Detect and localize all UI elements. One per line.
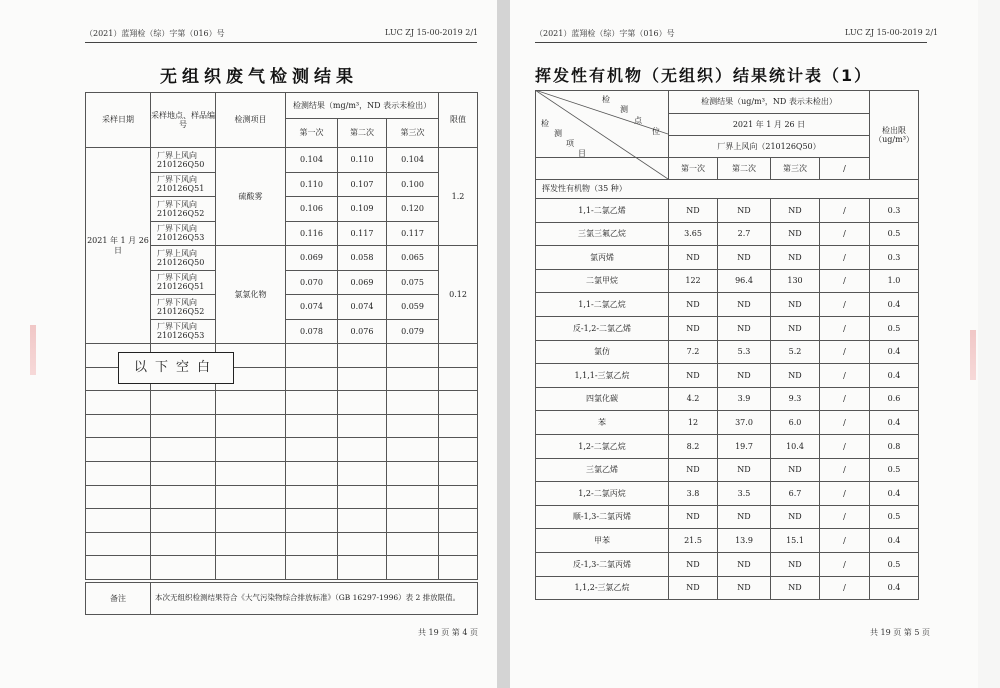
empty-cell bbox=[216, 532, 286, 556]
diag-label: 检 bbox=[541, 119, 549, 128]
detection-limit: 0.3 bbox=[870, 199, 919, 223]
detection-limit: 0.6 bbox=[870, 387, 919, 411]
value-third: 6.0 bbox=[771, 411, 820, 435]
value-first: 3.65 bbox=[669, 222, 718, 246]
note-table bbox=[85, 582, 478, 615]
empty-row bbox=[86, 461, 478, 485]
value-first: ND bbox=[669, 316, 718, 340]
value-second: 13.9 bbox=[718, 529, 771, 553]
report-number: （2021）蓝翔检（综）字第（016）号 bbox=[535, 29, 675, 38]
value-first: 0.104 bbox=[286, 148, 338, 173]
col-first-header: 第一次 bbox=[669, 158, 718, 180]
empty-cell bbox=[338, 485, 387, 509]
value-third: ND bbox=[771, 222, 820, 246]
value-third: ND bbox=[771, 293, 820, 317]
empty-cell bbox=[286, 344, 338, 368]
empty-cell bbox=[286, 438, 338, 462]
empty-cell bbox=[86, 414, 151, 438]
empty-cell bbox=[286, 367, 338, 391]
compound-name: 甲苯 bbox=[536, 529, 669, 553]
value-fourth: / bbox=[820, 293, 870, 317]
detection-limit: 0.5 bbox=[870, 222, 919, 246]
value-first: ND bbox=[669, 576, 718, 600]
result-header: 检测结果（ug/m³，ND 表示未检出） bbox=[669, 91, 870, 114]
compound-name: 1,2-二氯丙烷 bbox=[536, 482, 669, 506]
table-row bbox=[536, 199, 919, 223]
empty-row bbox=[86, 485, 478, 509]
value-third: ND bbox=[771, 505, 820, 529]
compound-name: 1,1,1-三氯乙烷 bbox=[536, 364, 669, 388]
value-second: 19.7 bbox=[718, 434, 771, 458]
value-fourth: / bbox=[820, 505, 870, 529]
compound-name: 反-1,3-二氯丙烯 bbox=[536, 552, 669, 576]
value-third: ND bbox=[771, 552, 820, 576]
compound-name: 1,2-二氯乙烷 bbox=[536, 434, 669, 458]
empty-cell bbox=[151, 461, 216, 485]
detection-limit: 0.5 bbox=[870, 505, 919, 529]
diag-label: 点 bbox=[634, 116, 642, 125]
value-second: 37.0 bbox=[718, 411, 771, 435]
compound-name: 二氯甲烷 bbox=[536, 269, 669, 293]
value-first: ND bbox=[669, 364, 718, 388]
value-second: ND bbox=[718, 552, 771, 576]
value-second: 2.7 bbox=[718, 222, 771, 246]
detection-limit: 1.0 bbox=[870, 269, 919, 293]
detection-limit: 0.4 bbox=[870, 482, 919, 506]
empty-cell bbox=[86, 438, 151, 462]
header-rule bbox=[85, 42, 477, 43]
value-first: 21.5 bbox=[669, 529, 718, 553]
empty-cell bbox=[151, 485, 216, 509]
note-text: 本次无组织检测结果符合《大气污染物综合排放标准》（GB 16297-1996）表 2 排放限值。 bbox=[151, 583, 478, 615]
empty-cell bbox=[387, 391, 439, 415]
empty-cell bbox=[286, 556, 338, 580]
table-row bbox=[536, 387, 919, 411]
empty-cell bbox=[286, 391, 338, 415]
value-second: 0.076 bbox=[338, 319, 387, 344]
value-third: 6.7 bbox=[771, 482, 820, 506]
col-third-header: 第三次 bbox=[771, 158, 820, 180]
value-first: 7.2 bbox=[669, 340, 718, 364]
value-fourth: / bbox=[820, 222, 870, 246]
value-fourth: / bbox=[820, 387, 870, 411]
table-row bbox=[536, 482, 919, 506]
sample-site: 厂界下风向 210126Q52 bbox=[151, 295, 216, 320]
col-limit-header: 限值 bbox=[439, 93, 478, 148]
table-row bbox=[536, 505, 919, 529]
table-row bbox=[536, 340, 919, 364]
detection-limit: 0.4 bbox=[870, 529, 919, 553]
compound-name: 氯仿 bbox=[536, 340, 669, 364]
sample-site: 厂界上风向 210126Q50 bbox=[151, 246, 216, 271]
sample-site: 厂界下风向 210126Q53 bbox=[151, 319, 216, 344]
value-first: ND bbox=[669, 505, 718, 529]
detection-limit: 0.4 bbox=[870, 293, 919, 317]
page-title: 挥发性有机物（无组织）结果统计表（1） bbox=[535, 66, 873, 85]
table-row bbox=[536, 222, 919, 246]
empty-cell bbox=[387, 532, 439, 556]
compound-name: 1,1-二氯乙烯 bbox=[536, 199, 669, 223]
compound-name: 四氯化碳 bbox=[536, 387, 669, 411]
report-number: （2021）蓝翔检（综）字第（016）号 bbox=[85, 29, 225, 38]
col-date-header: 采样日期 bbox=[86, 93, 151, 148]
page-footer: 共 19 页 第 4 页 bbox=[418, 628, 478, 637]
empty-cell bbox=[86, 532, 151, 556]
value-first: 0.106 bbox=[286, 197, 338, 222]
table-row bbox=[536, 576, 919, 600]
detection-limit: 0.4 bbox=[870, 340, 919, 364]
value-third: 0.104 bbox=[387, 148, 439, 173]
empty-row bbox=[86, 556, 478, 580]
empty-cell bbox=[387, 461, 439, 485]
value-first: ND bbox=[669, 293, 718, 317]
table-row bbox=[536, 293, 919, 317]
sample-date: 2021 年 1 月 26 日 bbox=[669, 114, 870, 136]
value-first: ND bbox=[669, 199, 718, 223]
sample-site: 厂界上风向 210126Q50 bbox=[151, 148, 216, 173]
empty-cell bbox=[286, 532, 338, 556]
value-second: 0.117 bbox=[338, 221, 387, 246]
empty-cell bbox=[216, 414, 286, 438]
value-first: ND bbox=[669, 246, 718, 270]
compound-name: 反-1,2-二氯乙烯 bbox=[536, 316, 669, 340]
col-results-header: 检测结果（mg/m³，ND 表示未检出） bbox=[286, 93, 439, 119]
value-first: ND bbox=[669, 552, 718, 576]
limit-value: 1.2 bbox=[439, 148, 478, 246]
detection-limit: 0.4 bbox=[870, 411, 919, 435]
value-fourth: / bbox=[820, 552, 870, 576]
next-page-edge bbox=[978, 0, 1000, 688]
empty-cell bbox=[286, 414, 338, 438]
empty-cell bbox=[439, 391, 478, 415]
value-third: 0.059 bbox=[387, 295, 439, 320]
empty-cell bbox=[216, 485, 286, 509]
doc-code: LUC ZJ 15-00-2019 2/1 bbox=[385, 28, 479, 37]
value-second: ND bbox=[718, 458, 771, 482]
doc-code: LUC ZJ 15-00-2019 2/1 bbox=[845, 28, 939, 37]
compound-name: 三氯三氟乙烷 bbox=[536, 222, 669, 246]
empty-cell bbox=[286, 509, 338, 533]
col-second-header: 第二次 bbox=[338, 119, 387, 148]
empty-cell bbox=[439, 344, 478, 368]
empty-row bbox=[86, 509, 478, 533]
table-row bbox=[536, 552, 919, 576]
empty-cell bbox=[338, 367, 387, 391]
empty-cell bbox=[338, 414, 387, 438]
value-third: 0.117 bbox=[387, 221, 439, 246]
voc-group-label: 挥发性有机物（35 种） bbox=[536, 180, 919, 199]
table-row bbox=[536, 434, 919, 458]
sample-site: 厂界上风向（210126Q50） bbox=[669, 136, 870, 158]
limit-value: 0.12 bbox=[439, 246, 478, 344]
detection-limit-header: 检出限（ug/m³） bbox=[870, 91, 919, 180]
empty-cell bbox=[387, 509, 439, 533]
diag-label: 测 bbox=[554, 129, 562, 138]
value-fourth: / bbox=[820, 411, 870, 435]
col-third-header: 第三次 bbox=[387, 119, 439, 148]
seal-mark bbox=[970, 330, 976, 380]
page-title: 无组织废气检测结果 bbox=[160, 67, 358, 87]
value-first: 12 bbox=[669, 411, 718, 435]
page-footer: 共 19 页 第 5 页 bbox=[870, 628, 930, 637]
empty-cell bbox=[338, 461, 387, 485]
value-fourth: / bbox=[820, 246, 870, 270]
value-second: 0.110 bbox=[338, 148, 387, 173]
value-third: 0.075 bbox=[387, 270, 439, 295]
book-gutter bbox=[497, 0, 510, 688]
compound-name: 顺-1,3-二氯丙烯 bbox=[536, 505, 669, 529]
empty-cell bbox=[387, 367, 439, 391]
value-fourth: / bbox=[820, 482, 870, 506]
sample-site: 厂界下风向 210126Q51 bbox=[151, 172, 216, 197]
value-first: 0.074 bbox=[286, 295, 338, 320]
value-third: 15.1 bbox=[771, 529, 820, 553]
value-fourth: / bbox=[820, 340, 870, 364]
value-fourth: / bbox=[820, 364, 870, 388]
detection-limit: 0.4 bbox=[870, 364, 919, 388]
empty-cell bbox=[387, 438, 439, 462]
value-second: ND bbox=[718, 199, 771, 223]
table-row bbox=[536, 269, 919, 293]
sample-date: 2021 年 1 月 26 日 bbox=[86, 148, 151, 344]
compound-name: 三氯乙烯 bbox=[536, 458, 669, 482]
detection-limit: 0.4 bbox=[870, 576, 919, 600]
value-second: 0.109 bbox=[338, 197, 387, 222]
table-row bbox=[536, 246, 919, 270]
empty-cell bbox=[216, 556, 286, 580]
table-row bbox=[86, 148, 478, 173]
value-second: 0.107 bbox=[338, 172, 387, 197]
sample-site: 厂界下风向 210126Q52 bbox=[151, 197, 216, 222]
value-third: 0.100 bbox=[387, 172, 439, 197]
diag-label: 项 bbox=[566, 139, 574, 148]
empty-cell bbox=[439, 485, 478, 509]
empty-cell bbox=[216, 391, 286, 415]
test-item: 氯氯化物 bbox=[216, 246, 286, 344]
empty-cell bbox=[216, 438, 286, 462]
value-first: 3.8 bbox=[669, 482, 718, 506]
value-second: 5.3 bbox=[718, 340, 771, 364]
detection-limit: 0.3 bbox=[870, 246, 919, 270]
empty-cell bbox=[151, 391, 216, 415]
empty-cell bbox=[439, 556, 478, 580]
value-fourth: / bbox=[820, 269, 870, 293]
empty-cell bbox=[86, 461, 151, 485]
value-first: 8.2 bbox=[669, 434, 718, 458]
detection-limit: 0.5 bbox=[870, 458, 919, 482]
value-fourth: / bbox=[820, 529, 870, 553]
value-fourth: / bbox=[820, 576, 870, 600]
blank-below-stamp: 以下空白 bbox=[118, 352, 234, 384]
diag-label: 目 bbox=[578, 149, 586, 158]
compound-name: 1,1-二氯乙烷 bbox=[536, 293, 669, 317]
value-first: 0.069 bbox=[286, 246, 338, 271]
empty-cell bbox=[338, 532, 387, 556]
detection-limit: 0.5 bbox=[870, 316, 919, 340]
empty-cell bbox=[439, 461, 478, 485]
empty-cell bbox=[286, 485, 338, 509]
empty-row bbox=[86, 391, 478, 415]
empty-cell bbox=[387, 414, 439, 438]
compound-name: 氯丙烯 bbox=[536, 246, 669, 270]
emission-table bbox=[85, 92, 478, 580]
empty-cell bbox=[86, 509, 151, 533]
value-third: 0.079 bbox=[387, 319, 439, 344]
table-row bbox=[536, 411, 919, 435]
value-fourth: / bbox=[820, 316, 870, 340]
empty-cell bbox=[86, 391, 151, 415]
value-second: ND bbox=[718, 505, 771, 529]
value-fourth: / bbox=[820, 199, 870, 223]
empty-cell bbox=[439, 509, 478, 533]
value-third: ND bbox=[771, 199, 820, 223]
value-second: 0.058 bbox=[338, 246, 387, 271]
value-second: 3.5 bbox=[718, 482, 771, 506]
compound-name: 1,1,2-三氯乙烷 bbox=[536, 576, 669, 600]
table-row bbox=[536, 458, 919, 482]
value-first: 122 bbox=[669, 269, 718, 293]
empty-cell bbox=[286, 461, 338, 485]
header-rule bbox=[535, 42, 927, 43]
diag-label: 检 bbox=[602, 95, 610, 104]
empty-row bbox=[86, 532, 478, 556]
value-first: 0.070 bbox=[286, 270, 338, 295]
empty-cell bbox=[86, 485, 151, 509]
empty-cell bbox=[387, 485, 439, 509]
empty-cell bbox=[151, 532, 216, 556]
empty-cell bbox=[338, 509, 387, 533]
sample-site: 厂界下风向 210126Q53 bbox=[151, 221, 216, 246]
test-item: 硫酸雾 bbox=[216, 148, 286, 246]
empty-cell bbox=[151, 556, 216, 580]
empty-cell bbox=[439, 532, 478, 556]
value-third: 0.065 bbox=[387, 246, 439, 271]
empty-cell bbox=[338, 344, 387, 368]
value-third: 9.3 bbox=[771, 387, 820, 411]
compound-name: 苯 bbox=[536, 411, 669, 435]
detection-limit: 0.5 bbox=[870, 552, 919, 576]
empty-cell bbox=[439, 438, 478, 462]
value-second: 0.074 bbox=[338, 295, 387, 320]
value-first: 0.116 bbox=[286, 221, 338, 246]
empty-cell bbox=[216, 509, 286, 533]
value-third: 130 bbox=[771, 269, 820, 293]
value-first: 4.2 bbox=[669, 387, 718, 411]
empty-row bbox=[86, 438, 478, 462]
value-third: 10.4 bbox=[771, 434, 820, 458]
empty-cell bbox=[216, 461, 286, 485]
col-site-header: 采样地点、样品编号 bbox=[151, 93, 216, 148]
table-row bbox=[536, 364, 919, 388]
seal-mark bbox=[30, 325, 36, 375]
value-second: 3.9 bbox=[718, 387, 771, 411]
value-second: ND bbox=[718, 364, 771, 388]
value-first: 0.078 bbox=[286, 319, 338, 344]
empty-cell bbox=[151, 509, 216, 533]
value-second: 0.069 bbox=[338, 270, 387, 295]
value-third: 5.2 bbox=[771, 340, 820, 364]
table-row bbox=[536, 316, 919, 340]
value-second: ND bbox=[718, 246, 771, 270]
value-third: ND bbox=[771, 576, 820, 600]
empty-cell bbox=[151, 414, 216, 438]
value-first: 0.110 bbox=[286, 172, 338, 197]
col-second-header: 第二次 bbox=[718, 158, 771, 180]
left-page bbox=[0, 0, 497, 688]
empty-row bbox=[86, 414, 478, 438]
empty-cell bbox=[86, 556, 151, 580]
value-second: ND bbox=[718, 316, 771, 340]
value-second: ND bbox=[718, 576, 771, 600]
value-fourth: / bbox=[820, 434, 870, 458]
value-second: ND bbox=[718, 293, 771, 317]
detection-limit: 0.8 bbox=[870, 434, 919, 458]
empty-cell bbox=[338, 556, 387, 580]
value-first: ND bbox=[669, 458, 718, 482]
table-row bbox=[536, 529, 919, 553]
value-third: 0.120 bbox=[387, 197, 439, 222]
value-third: ND bbox=[771, 364, 820, 388]
value-third: ND bbox=[771, 246, 820, 270]
sample-site: 厂界下风向 210126Q51 bbox=[151, 270, 216, 295]
value-fourth: / bbox=[820, 458, 870, 482]
diag-label: 测 bbox=[620, 105, 628, 114]
empty-cell bbox=[439, 414, 478, 438]
empty-cell bbox=[387, 556, 439, 580]
empty-cell bbox=[387, 344, 439, 368]
note-label: 备注 bbox=[86, 583, 151, 615]
empty-cell bbox=[151, 438, 216, 462]
empty-cell bbox=[439, 367, 478, 391]
value-third: ND bbox=[771, 458, 820, 482]
value-second: 96.4 bbox=[718, 269, 771, 293]
diag-label: 位 bbox=[652, 127, 660, 136]
col-item-header: 检测项目 bbox=[216, 93, 286, 148]
empty-cell bbox=[338, 391, 387, 415]
col-first-header: 第一次 bbox=[286, 119, 338, 148]
value-third: ND bbox=[771, 316, 820, 340]
col-fourth-header: / bbox=[820, 158, 870, 180]
empty-cell bbox=[338, 438, 387, 462]
